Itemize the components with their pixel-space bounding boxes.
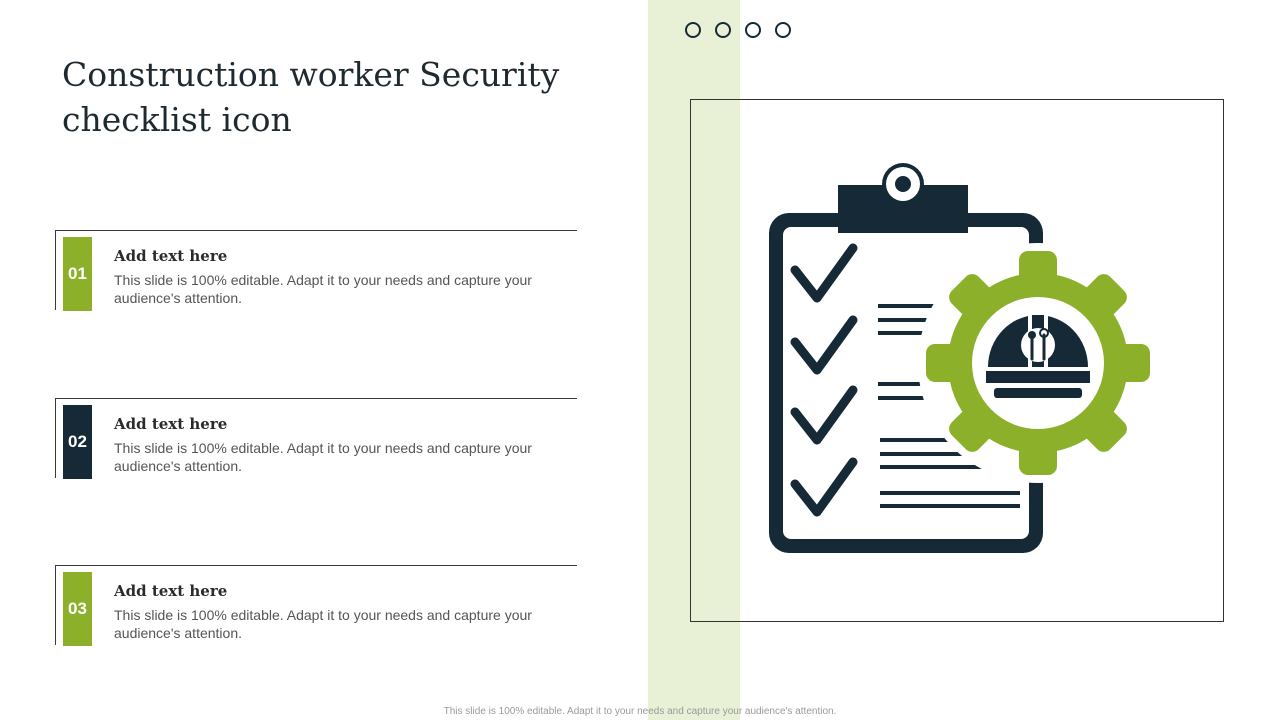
item-heading: Add text here bbox=[114, 247, 228, 265]
item-body: This slide is 100% editable. Adapt it to your needs and capture your audience's attention. bbox=[114, 272, 532, 306]
footer-note: This slide is 100% editable. Adapt it to your needs and capture your audience's attention. bbox=[443, 706, 837, 717]
pagination-dot[interactable] bbox=[745, 22, 761, 38]
item-heading: Add text here bbox=[114, 415, 228, 433]
item-number-badge: 01 bbox=[63, 237, 92, 311]
slide-title: Construction worker Security checklist icon bbox=[62, 55, 560, 139]
item-body: This slide is 100% editable. Adapt it to your needs and capture your audience's attention. bbox=[114, 440, 532, 474]
clipboard-icon-svg bbox=[755, 160, 1155, 560]
list-item bbox=[55, 398, 577, 478]
list-item bbox=[55, 565, 577, 645]
clipboard-checklist-gear-hardhat-icon bbox=[755, 160, 1155, 560]
pagination-dot[interactable] bbox=[685, 22, 701, 38]
list-item bbox=[55, 230, 577, 310]
pagination-dots bbox=[685, 22, 791, 38]
item-body: This slide is 100% editable. Adapt it to your needs and capture your audience's attention. bbox=[114, 607, 532, 641]
item-number-badge: 02 bbox=[63, 405, 92, 479]
pagination-dot[interactable] bbox=[775, 22, 791, 38]
item-heading: Add text here bbox=[114, 582, 228, 600]
item-number-badge: 03 bbox=[63, 572, 92, 646]
pagination-dot[interactable] bbox=[715, 22, 731, 38]
